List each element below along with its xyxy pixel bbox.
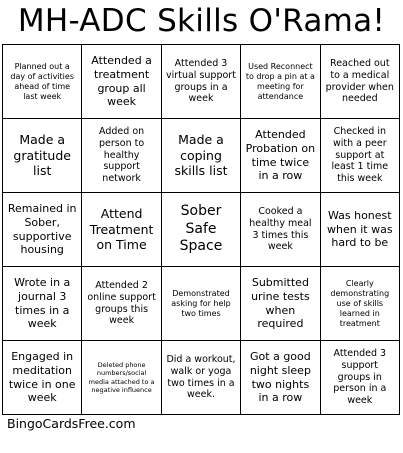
bingo-cell: Remained in Sober, supportive housing [3, 193, 82, 267]
bingo-cell: Submitted urine tests when required [241, 267, 320, 341]
bingo-cell: Clearly demonstrating use of skills learned in treatment [321, 267, 400, 341]
bingo-cell: Cooked a healthy meal 3 times this week [241, 193, 320, 267]
bingo-cell: Attended 3 virtual support groups in a week [162, 45, 241, 119]
card-title: MH-ADC Skills O'Rama! [17, 3, 386, 39]
bingo-cell: Added on person to healthy support network [82, 119, 161, 193]
bingo-cell: Engaged in meditation twice in one week [3, 341, 82, 415]
bingo-grid [2, 44, 400, 415]
bingo-cell: Was honest when it was hard to be [321, 193, 400, 267]
bingo-cell: Attended Probation on time twice in a row [241, 119, 320, 193]
bingo-cell: Planned out a day of activities ahead of time last week [3, 45, 82, 119]
bingo-cell: Reached out to a medical provider when needed [321, 45, 400, 119]
bingo-cell: Attend Treatment on Time [82, 193, 161, 267]
bingo-cell: Checked in with a peer support at least 1 time this week [321, 119, 400, 193]
bingo-cell: Made a gratitude list [3, 119, 82, 193]
bingo-cell: Deleted phone numbers/social media attached to a negative influence [82, 341, 161, 415]
bingo-cell: Did a workout, walk or yoga two times in a week. [162, 341, 241, 415]
bingo-cell: Got a good night sleep two nights in a row [241, 341, 320, 415]
bingo-cell: Demonstrated asking for help two times [162, 267, 241, 341]
bingo-cell: Wrote in a journal 3 times in a week [3, 267, 82, 341]
bingo-cell: Attended 2 online support groups this week [82, 267, 161, 341]
bingo-cell: Made a coping skills list [162, 119, 241, 193]
bingo-cell: Attended 3 support groups in person in a week [321, 341, 400, 415]
bingo-cell: Attended a treatment group all week [82, 45, 161, 119]
footer-credit: BingoCardsFree.com [7, 416, 136, 431]
free-space-cell: Sober Safe Space [162, 193, 241, 267]
bingo-cell: Used Reconnect to drop a pin at a meeting for attendance [241, 45, 320, 119]
